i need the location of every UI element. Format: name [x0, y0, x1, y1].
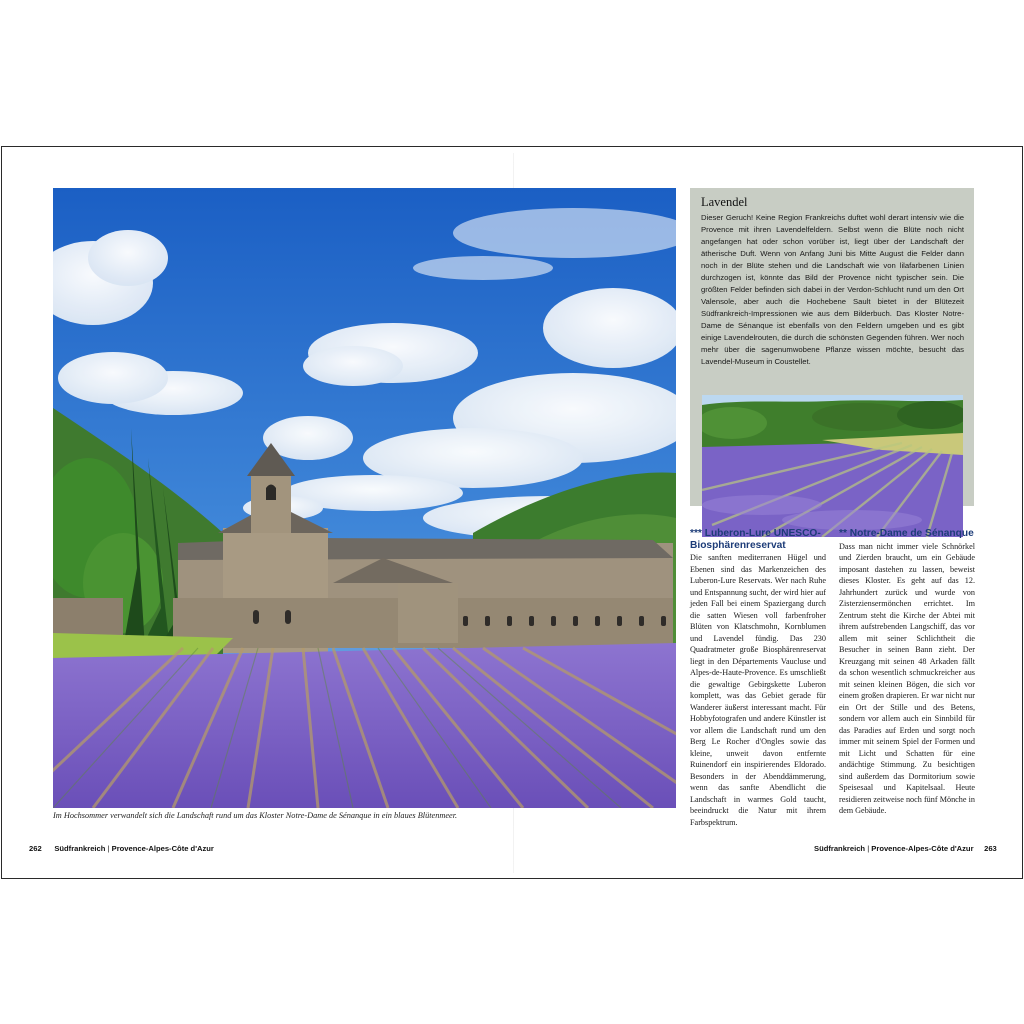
article-luberon	[690, 528, 826, 828]
right-running-head-separator: |	[867, 844, 870, 853]
senanque-heading: ** Notre-Dame de Sénanque	[839, 528, 974, 539]
book-spread	[1, 146, 1023, 879]
right-running-head-region: Südfrankreich	[814, 844, 866, 853]
luberon-heading: *** Luberon-Lure UNESCO-Biosphärenreservat	[690, 528, 821, 551]
left-running-head-separator: |	[107, 844, 110, 853]
luberon-text: Die sanften mediterranen Hügel und Ebenen sind das Markenzeichen des Luberon-Lure Reservats. Wer nach Ruhe und Entspannung sucht, der wird hier auf jeden Fall bei einem Spaziergang durch die satten Wiesen voll farbenfroher Blüten von Klatschmohn, Kornblumen und Lavendel fündig. Das 230 Quadratmeter große Biosphärenreservat liegt in den Départements Vaucluse und Alpes-de-Haute-Provence. Es umschließt die gewaltige Gebirgskette Luberon komplett, was das Gebiet gerade für Wanderer äußerst interessant macht. Für Hobbyfotografen und andere Künstler ist vor allem die Landschaft rund um den Berg Le Rocher d'Ongles sowie das kleine, unweit davon entfernte Ruinendorf ein inspirierendes Eldorado. Besonders in der Abenddämmerung, wenn das sanfte Abendlicht die Landschaft in warmes Gold taucht, beeindruckt die Natur mit ihrem Farbspektrum.	[690, 553, 826, 827]
photo-caption: Im Hochsommer verwandelt sich die Landschaft rund um das Kloster Notre-Dame de Sénanque in ein blaues Blütenmeer.	[53, 811, 458, 820]
infobox-text: Dieser Geruch! Keine Region Frankreichs duftet wohl derart intensiv wie die Provence mit ihren Lavendelfeldern. Selbst wenn die Blüte noch nicht angefangen hat oder schon vorüber ist, liegt über der Landschaft der ätherische Duft. Wenn von Anfang Juni bis Mitte August die Felder dann noch in der Blüte stehen und die Landschaft wie von lilafarbenen Linien durchzogen ist, könnte das Bild der Provence nicht typischer sein. Die größten Felder befinden sich dabei in der Verdon-Schlucht rund um den Ort Valensole, aber auch die Hochebene Sault bietet in der Blütezeit Südfrankreich-Impressionen wie aus dem Bilderbuch. Das Kloster Notre-Dame de Sénanque ist ebenfalls von den Feldern umgeben und es gibt einige Lavendelrouten, die durch die schönsten Gegenden führen. Wer noch mehr über die sagenumwobene Pflanze wissen möchte, besucht das Lavendel-Museum in Coustellet.	[701, 213, 964, 366]
abbey-lavender-photo	[53, 188, 676, 808]
senanque-text: Dass man nicht immer viele Schnörkel und Zierden braucht, um ein Gebäude imposant dastehen zu lassen, beweist dieses Kloster. Es geht auf das 12. Jahrhundert zurück und wurde von Zisterziensermönchen errichtet. Im Zentrum steht die Kirche der Abtei mit ihrem aufstrebenden Langschiff, das vor allem mit seiner Schlichtheit die Besucher in seinen Bann zieht. Der Kreuzgang mit seinen 48 Arkaden fällt da schon wesentlich schmuckreicher aus mit seinen kleinen Bögen, die sich vor einem großen drapieren. Er war nicht nur ein Ort der Stille und des Betens, sondern vor allem auch ein Sinnbild für das Paradies auf Erden und sorgt noch immer mit seinem Spiel der Formen und mit Licht und Schatten für eine andächtige Stimmung. Zu besichtigen sind außerdem das Dormitorium sowie Speisesaal und Kapitelsaal. Heute residieren zeitweise noch fünf Mönche in dem Gebäude.	[839, 541, 975, 815]
article-senanque	[839, 528, 975, 817]
left-footer	[29, 844, 214, 853]
left-running-head-region: Südfrankreich	[54, 844, 106, 853]
left-page-number: 262	[29, 844, 42, 853]
left-running-head-subregion: Provence-Alpes-Côte d'Azur	[111, 844, 214, 853]
lavender-field-photo	[702, 395, 963, 537]
infobox-title: Lavendel	[701, 195, 748, 209]
right-running-head-subregion: Provence-Alpes-Côte d'Azur	[871, 844, 974, 853]
right-footer	[814, 844, 997, 853]
right-page-number: 263	[984, 844, 997, 853]
lavender-infobox	[690, 188, 974, 506]
